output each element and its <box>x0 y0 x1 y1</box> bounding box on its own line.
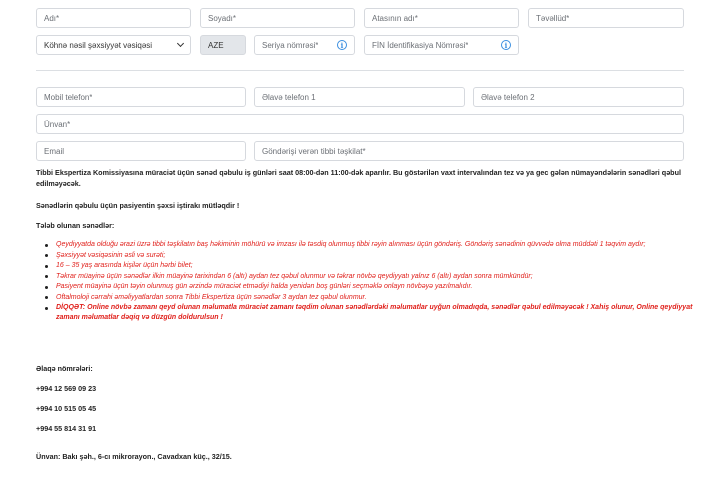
birth-date-input[interactable] <box>528 8 684 28</box>
extra-phone-1-placeholder: Əlavə telefon 1 <box>262 92 316 102</box>
chevron-down-icon <box>177 40 184 47</box>
referring-organization-placeholder: Göndərişi verən tibbi təşkilat* <box>262 146 366 156</box>
phone-number: +994 55 814 31 91 <box>36 424 97 433</box>
father-name-placeholder: Atasının adı* <box>372 13 418 23</box>
list-item: Oftalmoloji cərrahi əməliyyatlardan sonra Tibbi Ekspertiza üçün sənədlər 3 aydan tez qəbul olunmur. <box>36 293 700 303</box>
father-name-input[interactable] <box>364 8 519 28</box>
section-divider <box>36 70 684 71</box>
referring-organization-input[interactable] <box>254 141 684 161</box>
requirements-list <box>36 240 700 324</box>
address-input[interactable] <box>36 114 684 134</box>
phone-number: +994 12 569 09 23 <box>36 384 97 393</box>
extra-phone-1-input[interactable] <box>254 87 465 107</box>
list-item: Qeydiyyatda olduğu ərazi üzrə tibbi təşkilatın baş həkiminin möhürü və imzası ilə təsdiq olunmuş tibbi rəyin alınması üçün göndəriş. Göndəriş sənədinin qüvvədə olma müddəti 1 təqvim aydır; <box>36 240 700 250</box>
list-item: Pasiyent müayinə üçün təyin olunmuş gün ərzində müraciət etmədiyi halda yenidən boş günləri seçməklə onlayn növbəyə yazılmalıdır. <box>36 282 700 292</box>
info-icon[interactable]: i <box>337 40 347 50</box>
address-placeholder: Ünvan* <box>44 119 71 129</box>
list-item: Şəxsiyyət vəsiqəsinin əsli və surəti; <box>36 251 700 261</box>
contacts-title: Əlaqə nömrələri: <box>36 364 93 373</box>
serial-number-placeholder: Seriya nömrəsi* <box>262 40 319 50</box>
fin-placeholder: FİN İdentifikasiya Nömrəsi* <box>372 40 469 50</box>
birth-date-placeholder: Təvəllüd* <box>536 13 570 23</box>
office-address: Ünvan: Bakı şəh., 6-cı mikrorayon., Cavadxan küç., 32/15. <box>36 452 232 461</box>
list-item: 16 – 35 yaş arasında kişilər üçün hərbi bilet; <box>36 261 700 271</box>
email-input[interactable] <box>36 141 246 161</box>
surname-input[interactable] <box>200 8 355 28</box>
series-prefix-badge <box>200 35 246 55</box>
name-input[interactable] <box>36 8 191 28</box>
info-icon[interactable]: i <box>501 40 511 50</box>
name-placeholder: Adı* <box>44 13 60 23</box>
extra-phone-2-input[interactable] <box>473 87 684 107</box>
mobile-phone-placeholder: Mobil telefon* <box>44 92 93 102</box>
required-documents-title: Tələb olunan sənədlər: <box>36 221 115 230</box>
mobile-phone-input[interactable] <box>36 87 246 107</box>
surname-placeholder: Soyadı* <box>208 13 237 23</box>
document-type-select[interactable] <box>36 35 191 55</box>
serial-number-input[interactable] <box>254 35 355 55</box>
schedule-notice: Tibbi Ekspertiza Komissiyasına müraciət üçün sənəd qəbulu iş günləri saat 08:00-dən 11:00-dək aparılır. Bu göstərilən vaxt intervalından tez və ya gec gələn nümayəndələrin sənədləri qəbul edilməyəcək. <box>36 168 681 188</box>
list-item: Təkrar müayinə üçün sənədlər ilkin müayinə tarixindən 6 (altı) aydan tez qəbul olunmur və təkrar növbə qeydiyyatı yalnız 6 (altı) aydan sonra mümkündür; <box>36 272 700 282</box>
document-type-value: Köhnə nəsil şəxsiyyət vəsiqəsi <box>44 40 153 50</box>
phone-number: +994 10 515 05 45 <box>36 404 97 413</box>
extra-phone-2-placeholder: Əlavə telefon 2 <box>481 92 535 102</box>
presence-notice: Sənədlərin qəbulu üçün pasiyentin şəxsi iştirakı mütləqdir ! <box>36 201 240 210</box>
email-placeholder: Email <box>44 146 65 156</box>
series-prefix-text: AZE <box>208 40 224 50</box>
fin-input[interactable] <box>364 35 519 55</box>
warning-item: DİQQƏT: Online növbə zamanı qeyd olunan məlumatla müraciət zamanı təqdim olunan sənədlərdəki məlumatlar uyğun olmadıqda, sənədlər qəbul edilməyəcək ! Xahiş olunur, Online qeydiyyat zamanı məlumatlar dəqiq və düzgün doldurulsun ! <box>36 303 700 323</box>
